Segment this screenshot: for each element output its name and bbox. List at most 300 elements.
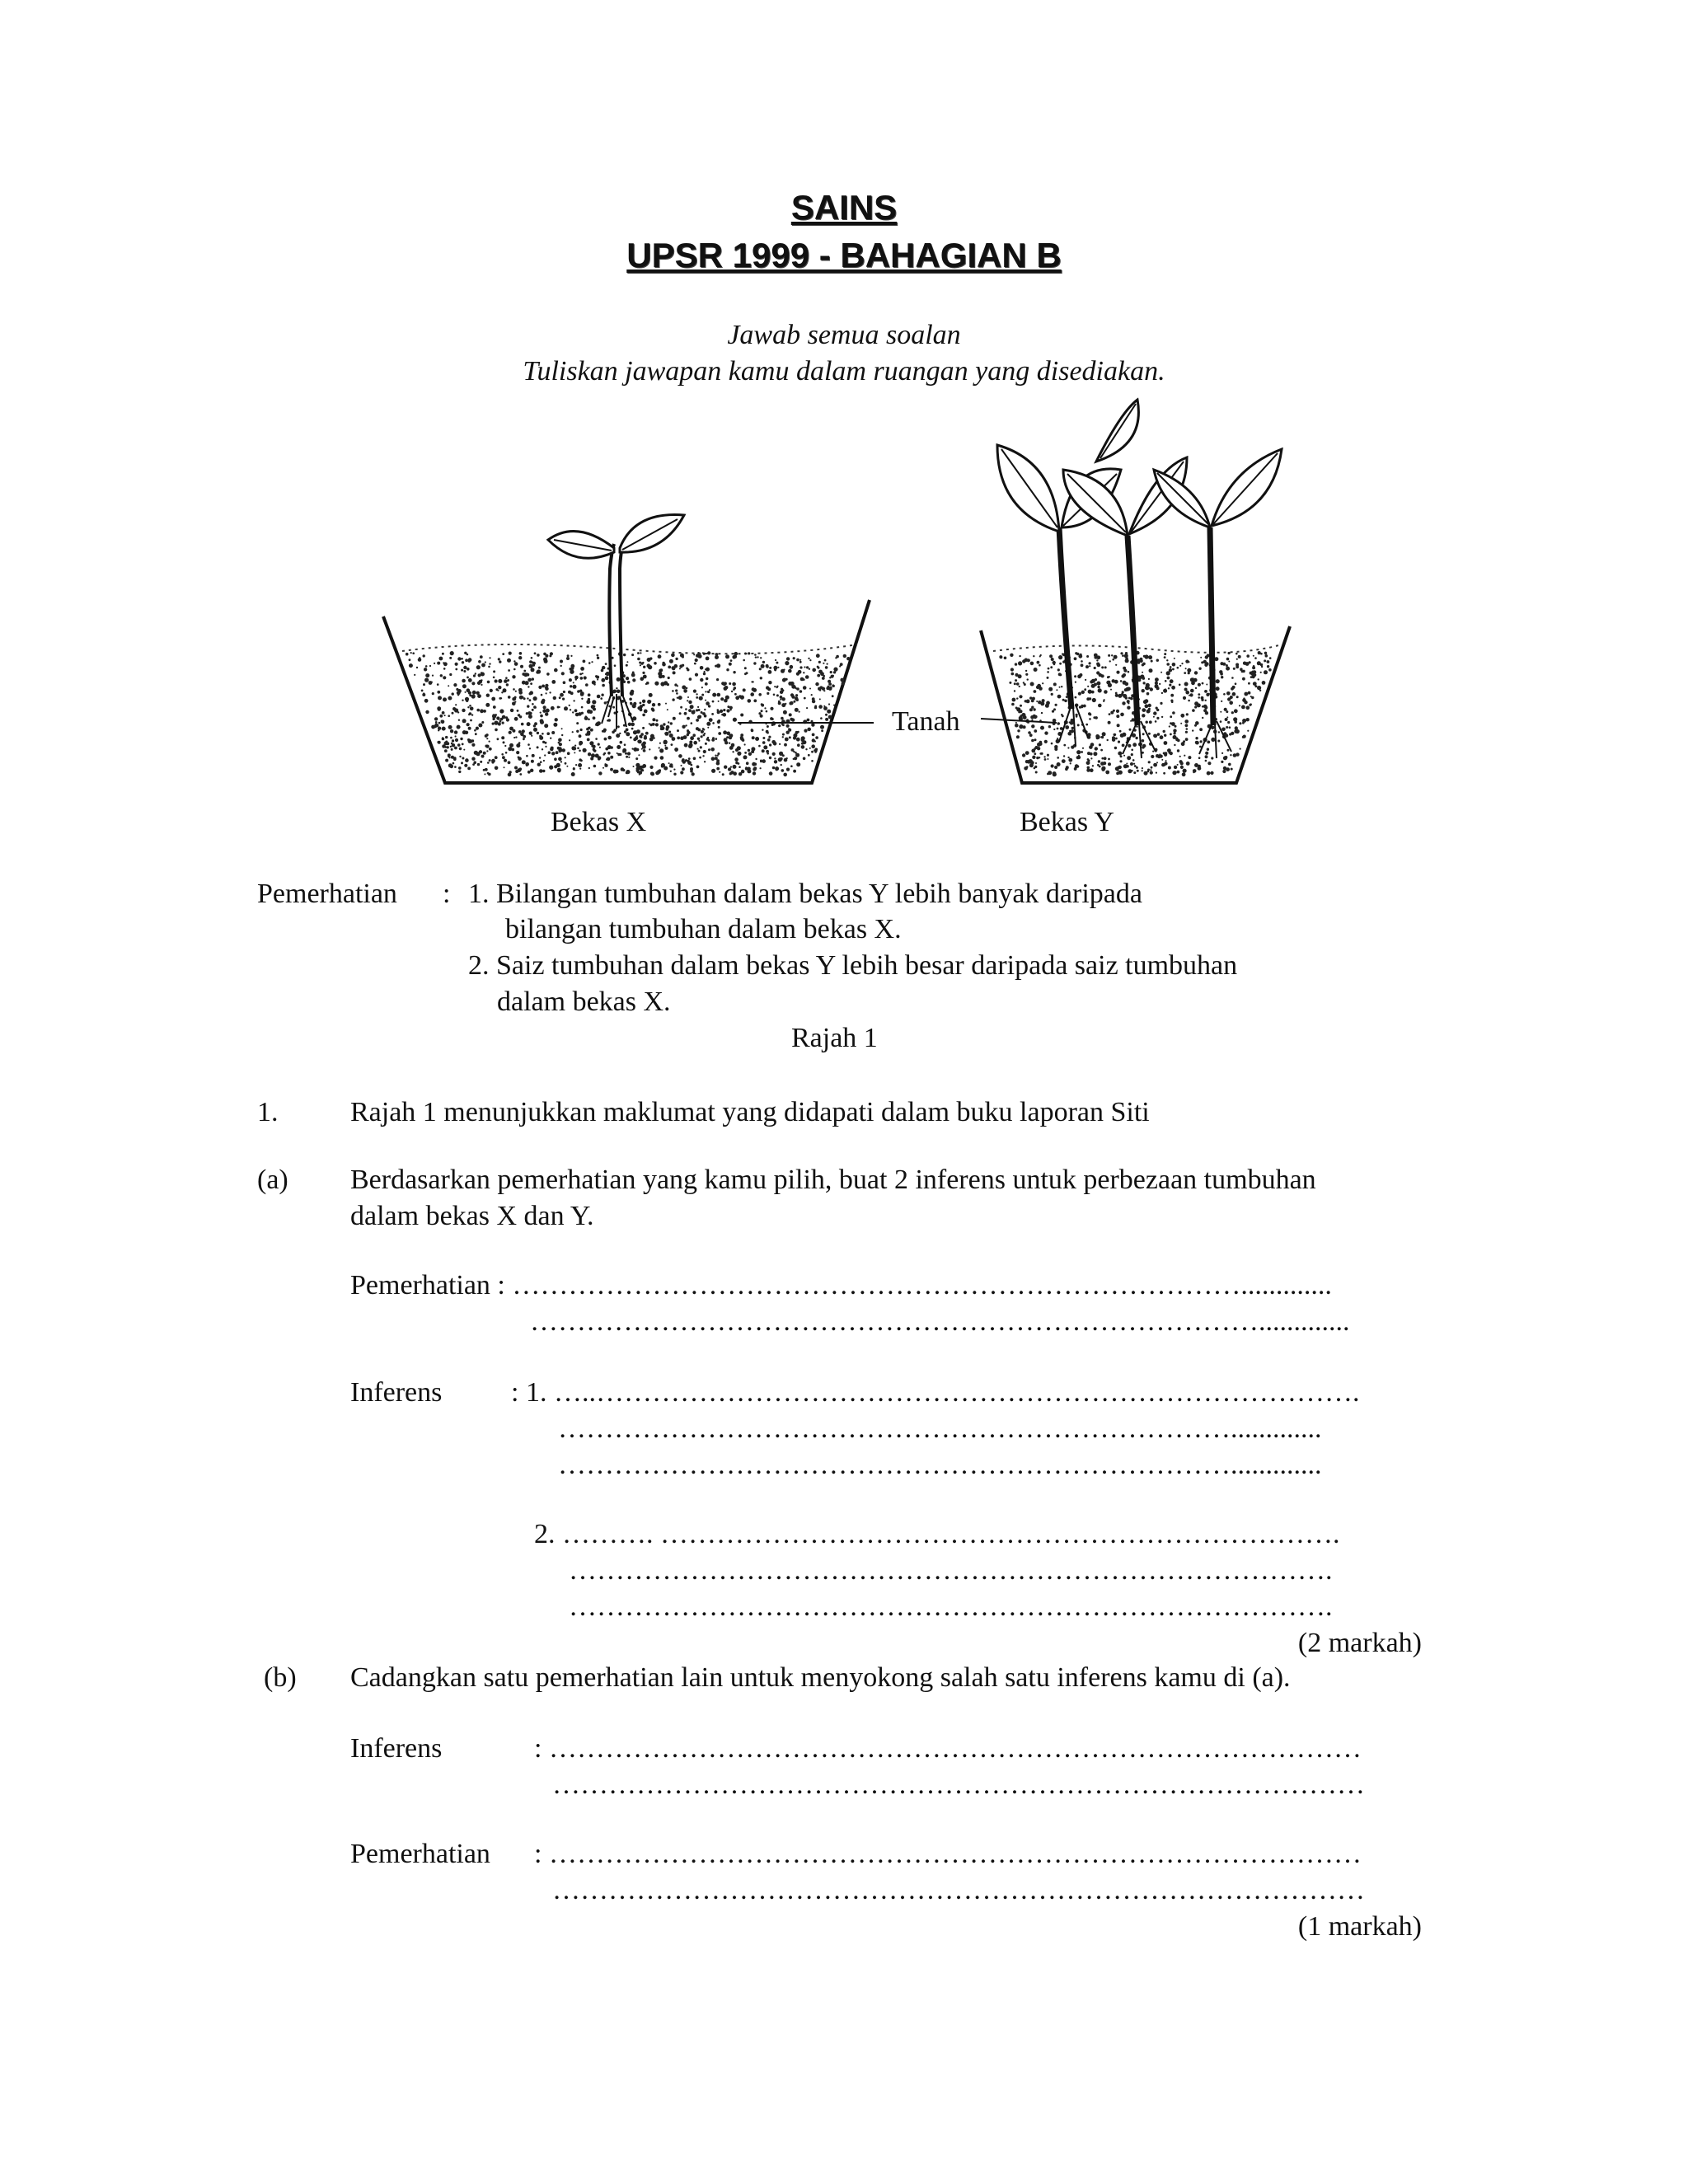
soil-grain [835,657,837,658]
soil-grain [1048,668,1050,670]
soil-grain [630,702,632,705]
soil-grain [1227,749,1230,752]
soil-grain [809,659,811,661]
soil-grain [1070,762,1071,764]
soil-grain [450,729,453,733]
soil-grain [456,688,458,691]
soil-grain [502,756,505,759]
soil-grain [1205,752,1208,755]
soil-grain [587,710,591,714]
soil-grain [789,736,791,738]
soil-grain [1025,760,1029,763]
soil-grain [770,717,773,720]
soil-grain [1163,772,1165,775]
soil-grain [812,700,815,703]
soil-grain [463,666,467,669]
soil-grain [531,760,534,763]
soil-grain [788,669,792,673]
soil-grain [1234,709,1238,713]
soil-grain [1061,686,1062,687]
soil-grain [817,674,820,677]
soil-grain [454,730,457,733]
soil-grain [566,657,570,660]
soil-grain [786,657,790,660]
soil-grain [715,738,718,740]
soil-grain [1229,701,1233,705]
soil-grain [1096,655,1100,659]
soil-grain [642,700,645,703]
soil-grain [476,691,478,693]
soil-grain [1227,721,1230,724]
soil-grain [790,701,793,705]
soil-grain [796,762,800,766]
soil-grain [1202,705,1204,708]
soil-grain [529,699,532,701]
soil-grain [455,668,457,671]
soil-grain [1099,743,1101,746]
soil-grain [640,733,644,736]
soil-grain [1120,755,1123,757]
soil-grain [467,767,471,771]
soil-grain [474,729,476,732]
soil-grain [703,734,706,737]
soil-grain [690,764,692,766]
soil-grain [1169,684,1171,687]
soil-grain [701,687,703,688]
soil-grain [1089,745,1093,749]
soil-grain [1177,771,1180,774]
soil-grain [1030,682,1034,687]
soil-grain [711,757,715,761]
soil-grain [450,651,454,655]
container-x [383,600,870,783]
soil-grain [1160,755,1163,758]
soil-grain [546,732,550,735]
soil-grain [1096,663,1100,666]
part-a-marks: (2 markah) [1297,1628,1422,1658]
soil-grain [565,762,567,765]
soil-grain [1210,771,1213,775]
soil-grain [747,767,751,771]
soil-grain [495,679,498,682]
soil-grain [570,709,571,710]
soil-grain [696,719,699,722]
part-a-inference-1-line-3[interactable]: ………………………………………………………………............. [558,1450,1322,1480]
soil-grain [809,688,811,690]
soil-grain [649,657,652,659]
soil-grain [724,766,727,769]
soil-grain [1231,732,1234,735]
soil-grain [1177,749,1179,752]
soil-grain [1226,667,1230,671]
soil-grain [626,732,630,736]
soil-grain [1055,704,1057,706]
part-b-inference-line-2[interactable]: …………………………………………………………………………… [552,1769,1365,1800]
soil-grain [1026,766,1029,768]
soil-grain [1194,705,1197,708]
soil-grain [455,738,458,742]
soil-grain [588,767,590,769]
soil-grain [672,690,674,692]
soil-grain [682,686,686,690]
soil-grain [442,653,444,655]
soil-grain [545,687,548,691]
soil-grain [796,738,800,742]
soil-grain [1228,652,1231,654]
soil-grain [498,679,502,683]
soil-grain [478,724,482,728]
soil-grain [509,743,513,748]
soil-grain [1025,670,1027,672]
soil-grain [1159,683,1160,685]
part-a-observation-line-2[interactable]: ……………………………………………………………………............. [530,1306,1350,1337]
soil-grain [671,766,673,768]
soil-grain [1205,711,1208,715]
soil-grain [561,672,565,675]
soil-grain [654,682,659,686]
soil-grain [1016,682,1020,686]
soil-grain [463,749,465,751]
soil-grain [665,747,668,750]
soil-grain [660,756,664,760]
soil-grain [636,735,638,737]
soil-grain [1236,752,1239,756]
soil-grain [726,736,729,738]
soil-grain [999,655,1002,658]
soil-grain [477,694,481,698]
soil-grain [712,701,715,703]
soil-grain [499,709,504,713]
soil-grain [1180,723,1182,724]
soil-grain [718,719,720,722]
soil-grain [717,709,720,711]
soil-grain [480,655,483,658]
soil-grain [782,697,785,701]
soil-grain [821,729,823,732]
soil-grain [1025,751,1029,755]
soil-grain [694,663,696,665]
soil-grain [1029,763,1034,767]
soil-grain [570,685,572,687]
soil-grain [1042,699,1045,702]
soil-grain [1189,693,1193,696]
part-b-inference-line-1[interactable]: : …………………………………………………………………………… [534,1733,1362,1764]
soil-grain [1142,714,1145,717]
part-b-observation-line-2[interactable]: …………………………………………………………………………… [552,1875,1365,1905]
soil-grain [623,654,626,656]
soil-grain [464,652,467,654]
soil-grain [650,734,654,738]
soil-grain [1153,716,1155,718]
soil-grain [563,681,566,684]
soil-grain [1151,755,1154,758]
soil-grain [1195,687,1197,689]
soil-grain [1268,668,1272,672]
soil-grain [1182,772,1186,776]
soil-grain [462,684,467,688]
page-subtitle: UPSR 1999 - BAHAGIAN B [626,236,1062,274]
seedling-x [548,515,684,730]
soil-grain [521,723,524,726]
soil-grain [1093,716,1095,719]
soil-grain [1142,746,1145,749]
soil-grain [1267,660,1270,663]
soil-grain [1004,657,1007,660]
soil-grain [449,657,452,659]
soil-grain [1194,701,1198,705]
soil-grain [590,729,593,732]
soil-grain [533,696,537,701]
soil-grain [472,691,476,695]
soil-grain [1239,722,1241,724]
soil-grain [1264,659,1266,662]
soil-grain [808,658,809,659]
soil-grain [1252,666,1255,669]
soil-grain [682,761,686,764]
soil-grain [768,736,771,738]
soil-grain [1146,692,1150,696]
soil-grain [573,747,576,750]
soil-grain [1033,655,1034,657]
soil-grain [468,658,472,662]
soil-grain [1222,770,1226,773]
soil-grain [495,729,498,732]
soil-grain [448,725,452,729]
soil-grain [486,694,490,697]
part-a-inference-1-line-1[interactable]: : 1. …..………………………………………………………………………. [511,1377,1360,1408]
soil-grain [1253,655,1254,657]
soil-grain [448,715,450,717]
soil-grain [770,707,773,710]
soil-grain [785,738,789,742]
soil-grain [549,654,551,657]
soil-grain [803,757,806,761]
soil-grain [1117,769,1119,771]
soil-grain [744,752,747,754]
soil-grain [610,756,613,759]
soil-grain [1010,654,1013,657]
soil-grain [1250,696,1252,697]
soil-grain [799,666,802,668]
soil-grain [452,692,454,695]
soil-grain [1115,738,1118,740]
soil-grain [781,669,785,673]
soil-grain [1172,668,1175,671]
soil-grain [1112,658,1114,661]
soil-grain [448,696,452,701]
soil-grain [799,659,801,661]
soil-grain [708,705,710,707]
soil-grain [717,693,721,697]
soil-grain [708,748,710,751]
soil-grain [560,693,564,697]
soil-grain [597,695,601,699]
soil-grain [1183,740,1185,743]
soil-grain [1090,752,1093,756]
soil-grain [690,767,693,771]
soil-grain [1198,696,1200,699]
soil-grain [1062,759,1066,763]
soil-grain [1120,733,1124,738]
soil-grain [701,694,704,696]
soil-grain [1079,706,1081,709]
soil-grain [674,683,677,686]
soil-grain [1063,744,1066,747]
soil-grain [437,741,439,743]
soil-grain [799,690,803,693]
soil-grain [748,699,752,703]
soil-grain [558,742,560,744]
soil-grain [471,757,475,761]
soil-grain [1092,765,1094,766]
soil-grain [1120,680,1123,682]
soil-grain [1218,731,1220,733]
soil-grain [782,736,784,738]
soil-grain [660,728,663,730]
soil-grain [1099,673,1102,677]
soil-grain [808,754,810,757]
soil-grain [687,760,690,762]
soil-grain [689,741,692,744]
soil-grain [591,745,593,748]
soil-grain [644,710,648,714]
soil-grain [706,722,710,726]
soil-grain [453,683,457,687]
part-a-inference-2-line-1[interactable]: 2. ………. ………………………………………………………………. [534,1519,1340,1549]
soil-grain [631,673,635,677]
soil-grain [805,675,809,679]
soil-grain [1023,725,1026,729]
soil-grain [1220,662,1223,665]
part-a-inference-2-line-3[interactable]: ………………………………………………………………………. [569,1591,1333,1622]
soil-grain [1185,668,1187,669]
soil-grain [766,750,769,753]
part-b-observation-line-1[interactable]: : …………………………………………………………………………… [534,1839,1362,1869]
soil-grain [1053,729,1055,730]
soil-grain [619,733,621,734]
soil-grain [1104,757,1107,760]
soil-grain [1107,676,1109,678]
soil-grain [438,729,439,731]
soil-grain [1166,659,1168,661]
soil-grain [598,771,602,775]
soil-grain [1166,671,1170,675]
soil-grain [1148,687,1151,689]
soil-grain [804,729,807,733]
soil-grain [1128,697,1131,700]
soil-grain [1242,677,1245,681]
soil-grain [1211,757,1213,759]
soil-grain [663,723,665,725]
soil-grain [1032,756,1035,759]
soil-grain [688,744,692,748]
soil-grain [1217,740,1220,743]
soil-grain [1115,694,1118,697]
soil-grain [767,752,769,755]
soil-grain [1173,729,1176,732]
soil-grain [1241,670,1244,673]
soil-grain [1118,741,1120,743]
soil-grain [633,766,635,767]
soil-grain [1118,752,1122,756]
soil-grain [1246,654,1250,658]
soil-grain [445,759,448,762]
soil-grain [1077,724,1080,726]
soil-grain [1071,729,1074,733]
soil-grain [637,706,640,710]
soil-grain [1132,759,1135,762]
soil-grain [1065,725,1069,729]
soil-grain [781,703,785,707]
soil-grain [536,671,539,674]
soil-grain [1156,772,1157,774]
soil-grain [683,689,687,693]
soil-grain [1184,688,1188,691]
soil-grain [504,766,505,768]
soil-grain [576,730,579,733]
soil-grain [673,773,676,776]
soil-grain [1238,655,1241,658]
soil-grain [527,722,531,726]
part-a-inference-1-line-2[interactable]: ………………………………………………………………............. [558,1413,1322,1444]
soil-grain [505,752,508,754]
soil-grain [1142,672,1143,673]
soil-grain [753,699,757,702]
soil-grain [1096,659,1098,661]
soil-grain [648,666,651,669]
soil-grain [1108,654,1110,657]
soil-grain [642,727,645,729]
soil-grain [670,722,673,724]
soil-grain [650,772,654,776]
soil-grain [546,673,550,676]
soil-grain [612,731,615,734]
soil-grain [1231,677,1234,679]
soil-grain [528,678,532,682]
soil-grain [1051,693,1053,696]
soil-grain [633,748,637,752]
soil-grain [573,767,574,769]
soil-grain [554,668,558,673]
soil-grain [410,652,412,654]
soil-grain [643,675,647,679]
soil-grain [485,768,488,771]
part-a-inference-2-line-2[interactable]: ………………………………………………………………………. [569,1555,1333,1586]
soil-grain [444,749,448,752]
soil-grain [786,724,790,728]
soil-grain [825,666,828,669]
soil-grain [644,750,645,752]
soil-grain [1148,704,1151,707]
soil-grain [569,705,570,706]
soil-grain [461,669,463,672]
soil-grain [703,673,706,675]
soil-grain [1146,721,1148,724]
soil-grain [781,757,783,760]
soil-grain [460,738,462,740]
soil-grain [1101,666,1104,668]
soil-grain [654,662,657,665]
soil-grain [588,662,591,664]
soil-grain [1122,654,1124,657]
soil-grain [598,743,600,746]
soil-grain [663,740,668,744]
figure-caption: Rajah 1 [791,1023,878,1053]
soil-grain [603,666,605,668]
soil-grain [1022,753,1025,757]
part-a-observation-field[interactable]: Pemerhatian : ……………………………………………………………………............. [350,1270,1332,1301]
soil-grain [1221,761,1223,763]
